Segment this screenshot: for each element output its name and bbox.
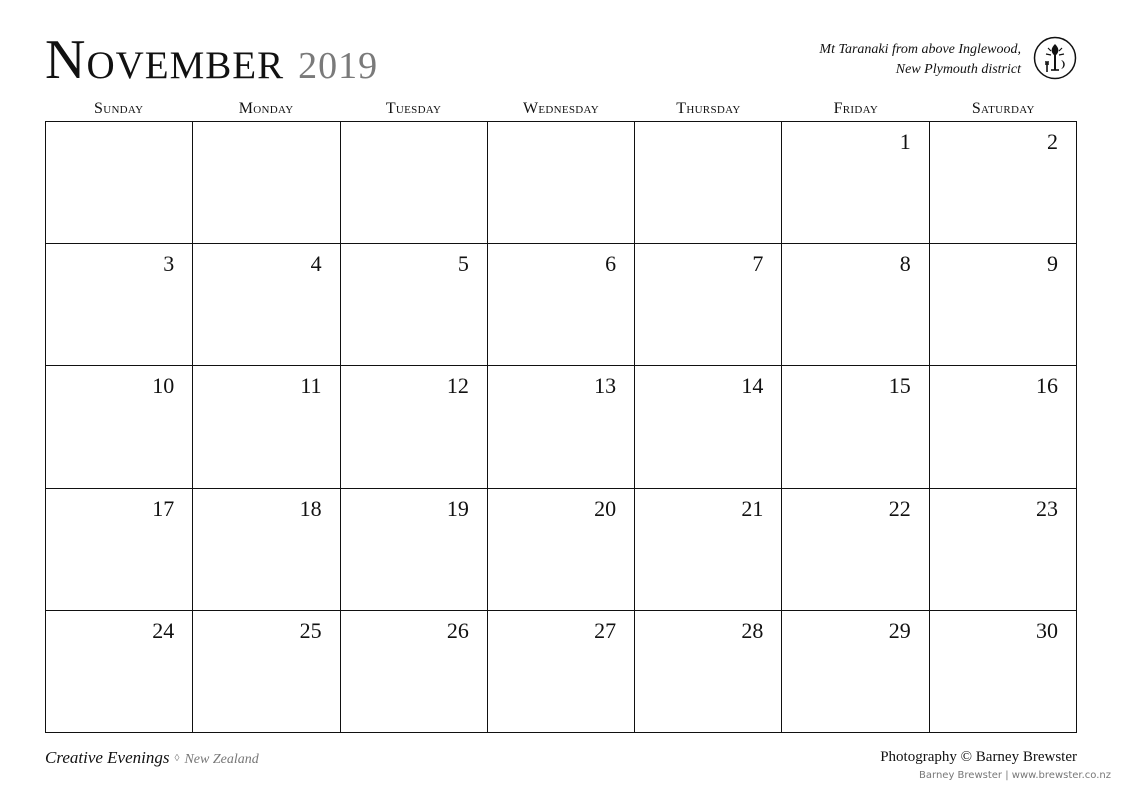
region-name: New Zealand xyxy=(184,752,259,767)
day-number: 22 xyxy=(888,495,911,521)
day-number: 18 xyxy=(299,495,322,521)
day-cell xyxy=(782,366,929,488)
day-number: 12 xyxy=(446,373,469,399)
day-cell xyxy=(782,489,929,611)
day-number: 2 xyxy=(1047,129,1058,154)
day-cell xyxy=(341,244,488,366)
day-cell xyxy=(46,611,193,733)
day-cell xyxy=(488,366,635,488)
weekday-friday: Friday xyxy=(833,100,879,117)
diamond-separator-icon: ◊ xyxy=(174,753,180,764)
photo-caption-line-1: Mt Taranaki from above Inglewood, xyxy=(819,42,1021,57)
day-cell xyxy=(341,122,488,244)
day-number: 7 xyxy=(752,251,764,277)
day-number: 20 xyxy=(594,495,617,521)
day-cell xyxy=(193,489,340,611)
day-number: 30 xyxy=(1036,617,1058,643)
photo-caption xyxy=(819,40,1021,80)
weekday-wednesday: Wednesday xyxy=(522,100,600,117)
day-number: 5 xyxy=(457,251,469,277)
day-number: 23 xyxy=(1036,495,1058,521)
day-cell xyxy=(46,366,193,488)
weekday-saturday: Saturday xyxy=(971,100,1035,117)
day-cell xyxy=(930,366,1077,488)
day-number: 29 xyxy=(888,617,911,643)
day-cell xyxy=(930,122,1077,244)
day-number: 14 xyxy=(741,373,764,399)
day-cell xyxy=(46,244,193,366)
day-number: 8 xyxy=(899,251,911,277)
weekday-monday: Monday xyxy=(238,100,294,117)
photographer-website: Barney Brewster | www.brewster.co.nz xyxy=(919,770,1111,781)
day-number: 28 xyxy=(741,617,764,643)
photo-caption-line-2: New Plymouth district xyxy=(895,62,1021,77)
day-number: 6 xyxy=(605,251,617,277)
day-number: 1 xyxy=(899,129,911,154)
day-number: 9 xyxy=(1047,251,1058,277)
year: 2019 xyxy=(298,45,379,87)
day-number: 17 xyxy=(152,495,175,521)
day-cell xyxy=(341,611,488,733)
day-number: 10 xyxy=(152,373,175,399)
day-number: 21 xyxy=(741,495,764,521)
weekday-thursday: Thursday xyxy=(676,100,741,117)
day-cell xyxy=(930,611,1077,733)
day-cell xyxy=(635,489,782,611)
day-cell xyxy=(635,366,782,488)
fern-emblem-icon xyxy=(1033,36,1077,80)
day-cell xyxy=(341,366,488,488)
day-cell xyxy=(193,366,340,488)
day-cell xyxy=(782,611,929,733)
day-cell xyxy=(341,489,488,611)
day-number: 26 xyxy=(446,617,469,643)
weekday-sunday: Sunday xyxy=(94,100,144,117)
day-number: 27 xyxy=(594,617,617,643)
day-cell xyxy=(488,611,635,733)
day-cell xyxy=(635,244,782,366)
day-cell xyxy=(488,489,635,611)
day-cell xyxy=(193,122,340,244)
day-number: 16 xyxy=(1036,373,1058,399)
day-cell xyxy=(193,244,340,366)
day-cell xyxy=(488,122,635,244)
day-number: 15 xyxy=(888,373,911,399)
calendar-title xyxy=(45,30,378,90)
day-number: 4 xyxy=(310,251,322,277)
day-cell xyxy=(46,489,193,611)
day-cell xyxy=(46,122,193,244)
day-cell xyxy=(782,244,929,366)
weekday-tuesday: Tuesday xyxy=(385,100,442,117)
photo-credit: Photography © Barney Brewster xyxy=(880,749,1077,765)
day-number: 11 xyxy=(300,373,322,399)
day-cell xyxy=(635,611,782,733)
day-cell xyxy=(193,611,340,733)
day-cell xyxy=(930,244,1077,366)
day-cell xyxy=(782,122,929,244)
day-number: 25 xyxy=(299,617,322,643)
day-cell xyxy=(930,489,1077,611)
day-number: 3 xyxy=(163,251,175,277)
day-cell xyxy=(488,244,635,366)
weekday-header-row xyxy=(45,100,1077,118)
footer-brand xyxy=(45,748,259,768)
brand-name: Creative Evenings xyxy=(45,748,170,767)
month-name: November xyxy=(45,29,285,91)
day-number: 19 xyxy=(446,495,469,521)
day-cell xyxy=(635,122,782,244)
day-number: 13 xyxy=(594,373,617,399)
calendar-grid xyxy=(45,121,1077,733)
day-number: 24 xyxy=(152,617,175,643)
